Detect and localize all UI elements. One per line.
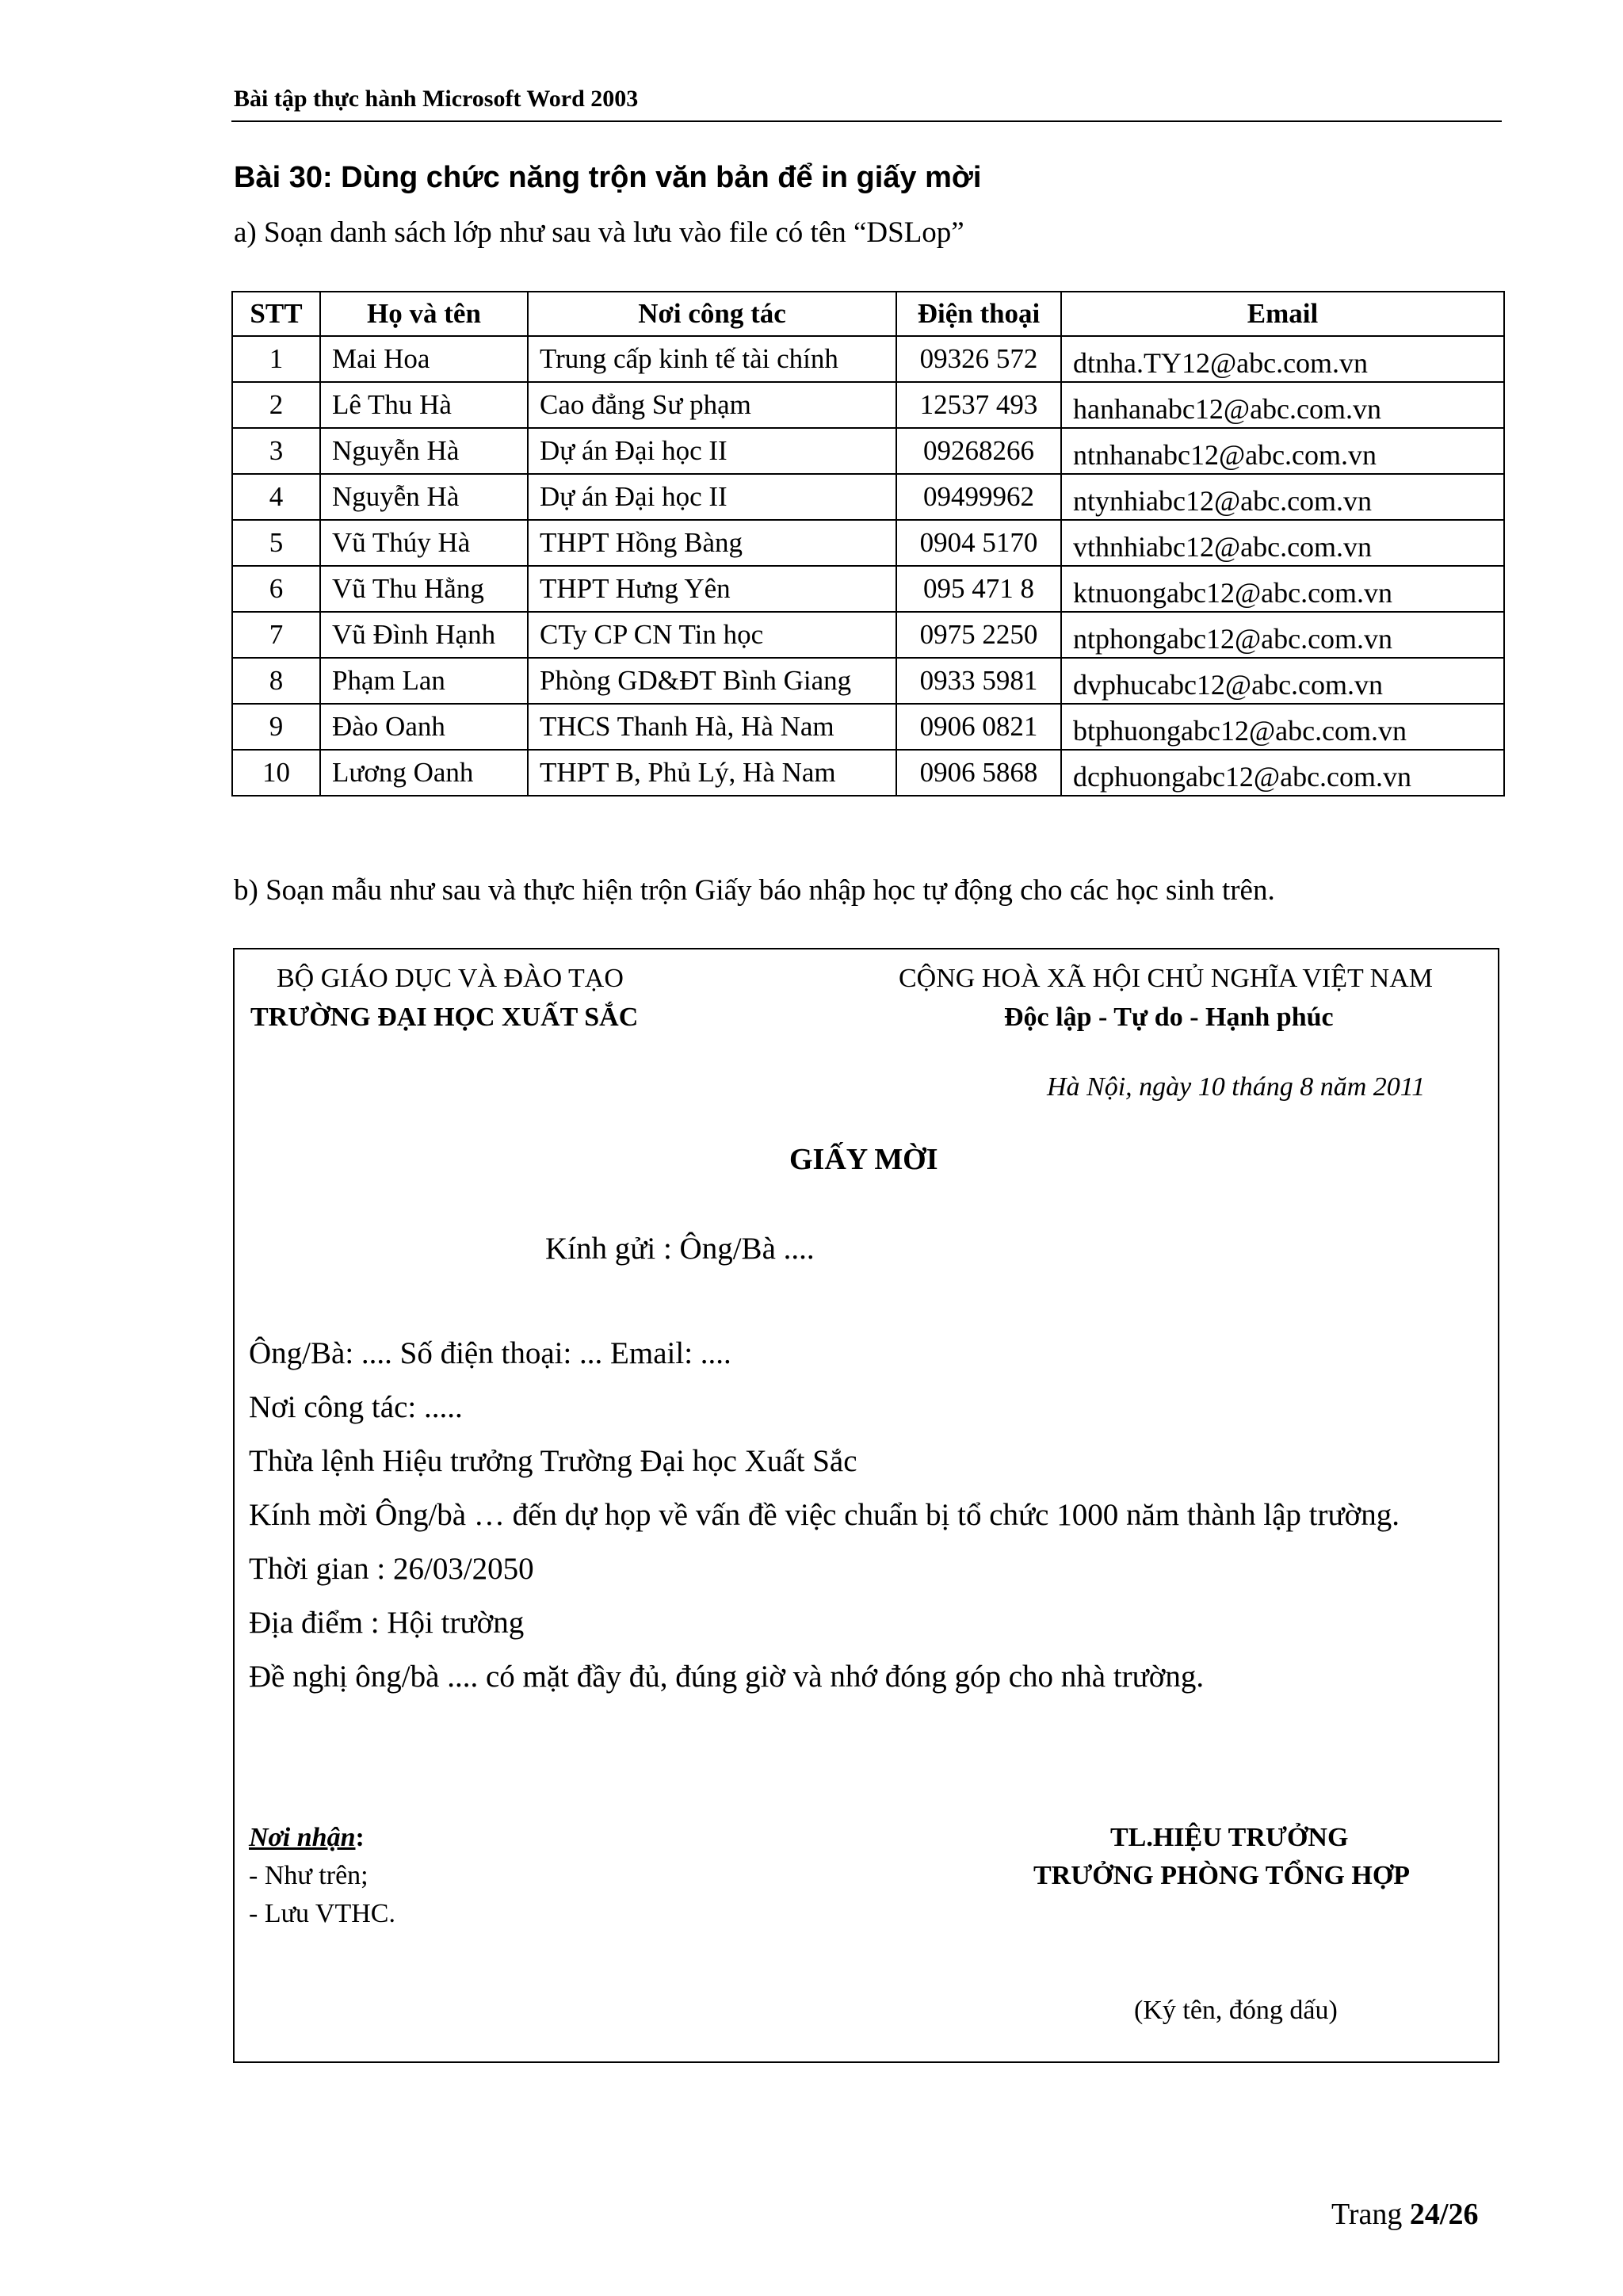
cell-stt: 5 [232,520,320,566]
recipient-item: - Lưu VTHC. [249,1899,395,1928]
cell-name: Phạm Lan [320,658,528,704]
letter-body-line: Kính mời Ông/bà … đến dự họp về vấn đề việc chuẩn bị tổ chức 1000 năm thành lập trường. [249,1498,1400,1532]
cell-phone: 0906 5868 [896,750,1061,796]
table-row [232,428,1504,474]
cell-name: Vũ Đình Hạnh [320,612,528,658]
table-row [232,658,1504,704]
cell-name: Nguyễn Hà [320,474,528,520]
school-name: TRƯỜNG ĐẠI HỌC XUẤT SẮC [250,1003,639,1032]
header-stt: STT [232,292,320,336]
letter-body-line: Đề nghị ông/bà .... có mặt đầy đủ, đúng giờ và nhớ đóng góp cho nhà trường. [249,1660,1205,1694]
table-header-row [232,292,1504,336]
header-name: Họ và tên [320,292,528,336]
cell-name: Nguyễn Hà [320,428,528,474]
signature-line-2: TRƯỞNG PHÒNG TỔNG HỢP [1033,1861,1411,1890]
exercise-part-b: b) Soạn mẫu như sau và thực hiện trộn Giấy báo nhập học tự động cho các học sinh trên. [234,874,1275,907]
cell-workplace: THPT B, Phủ Lý, Hà Nam [528,750,896,796]
cell-stt: 6 [232,566,320,612]
letter-date: Hà Nội, ngày 10 tháng 8 năm 2011 [1047,1072,1426,1102]
cell-phone: 0975 2250 [896,612,1061,658]
table-row [232,336,1504,382]
cell-email: dtnha.TY12@abc.com.vn [1061,336,1504,382]
cell-email: dvphucabc12@abc.com.vn [1061,658,1504,704]
cell-stt: 1 [232,336,320,382]
letter-title: GIẤY MỜI [789,1143,938,1176]
cell-workplace: Trung cấp kinh tế tài chính [528,336,896,382]
letter-body-line: Địa điểm : Hội trường [249,1606,525,1640]
letter-body-line: Thời gian : 26/03/2050 [249,1552,534,1586]
page-number-value: 24/26 [1409,2198,1479,2231]
recipients-heading-label: Nơi nhận [249,1823,356,1852]
cell-workplace: CTy CP CN Tin học [528,612,896,658]
table-row [232,520,1504,566]
cell-stt: 3 [232,428,320,474]
header-email: Email [1061,292,1504,336]
letter-body-line: Ông/Bà: .... Số điện thoại: ... Email: .... [249,1336,731,1370]
cell-email: hanhanabc12@abc.com.vn [1061,382,1504,428]
cell-stt: 10 [232,750,320,796]
cell-workplace: THPT Hồng Bàng [528,520,896,566]
recipient-item: - Như trên; [249,1861,369,1890]
signature-note: (Ký tên, đóng dấu) [1134,1996,1338,2025]
cell-phone: 09268266 [896,428,1061,474]
table-row [232,382,1504,428]
cell-stt: 8 [232,658,320,704]
cell-phone: 09326 572 [896,336,1061,382]
signature-line-1: TL.HIỆU TRƯỞNG [1110,1823,1349,1852]
page-number [1331,2197,1478,2232]
header-workplace: Nơi công tác [528,292,896,336]
exercise-part-a: a) Soạn danh sách lớp như sau và lưu vào file có tên “DSLop” [234,216,964,249]
cell-email: ntnhanabc12@abc.com.vn [1061,428,1504,474]
cell-workplace: THCS Thanh Hà, Hà Nam [528,704,896,750]
cell-phone: 12537 493 [896,382,1061,428]
cell-email: ntphongabc12@abc.com.vn [1061,612,1504,658]
table-row [232,750,1504,796]
recipients-heading-colon: : [355,1823,365,1852]
header-divider [231,120,1502,122]
cell-stt: 2 [232,382,320,428]
cell-stt: 9 [232,704,320,750]
cell-stt: 7 [232,612,320,658]
cell-name: Vũ Thu Hằng [320,566,528,612]
exercise-title: Bài 30: Dùng chức năng trộn văn bản để in giấy mời [234,161,982,194]
cell-name: Vũ Thúy Hà [320,520,528,566]
cell-email: vthnhiabc12@abc.com.vn [1061,520,1504,566]
header-phone: Điện thoại [896,292,1061,336]
cell-phone: 09499962 [896,474,1061,520]
cell-phone: 0933 5981 [896,658,1061,704]
cell-email: dcphuongabc12@abc.com.vn [1061,750,1504,796]
cell-workplace: Cao đẳng Sư phạm [528,382,896,428]
page-number-prefix: Trang [1331,2198,1410,2231]
table-row [232,474,1504,520]
cell-email: ntynhiabc12@abc.com.vn [1061,474,1504,520]
cell-workplace: THPT Hưng Yên [528,566,896,612]
cell-phone: 095 471 8 [896,566,1061,612]
table-row [232,704,1504,750]
nation-name: CỘNG HOÀ XÃ HỘI CHỦ NGHĨA VIỆT NAM [899,964,1434,993]
cell-name: Mai Hoa [320,336,528,382]
cell-workplace: Dự án Đại học II [528,428,896,474]
nation-motto: Độc lập - Tự do - Hạnh phúc [1004,1003,1334,1032]
letter-body-line: Thừa lệnh Hiệu trưởng Trường Đại học Xuất Sắc [249,1444,857,1478]
page-header-title: Bài tập thực hành Microsoft Word 2003 [234,86,639,112]
cell-phone: 0904 5170 [896,520,1061,566]
letter-greeting: Kính gửi : Ông/Bà .... [545,1232,815,1266]
class-list-table [231,291,1505,797]
table-row [232,612,1504,658]
cell-workplace: Phòng GD&ĐT Bình Giang [528,658,896,704]
cell-phone: 0906 0821 [896,704,1061,750]
cell-email: btphuongabc12@abc.com.vn [1061,704,1504,750]
cell-workplace: Dự án Đại học II [528,474,896,520]
cell-email: ktnuongabc12@abc.com.vn [1061,566,1504,612]
table-row [232,566,1504,612]
ministry-name: BỘ GIÁO DỤC VÀ ĐÀO TẠO [277,964,624,993]
recipients-heading [249,1823,365,1853]
cell-stt: 4 [232,474,320,520]
cell-name: Lê Thu Hà [320,382,528,428]
letter-body-line: Nơi công tác: ..... [249,1390,463,1424]
cell-name: Lương Oanh [320,750,528,796]
cell-name: Đào Oanh [320,704,528,750]
invitation-letter [233,948,1499,2063]
